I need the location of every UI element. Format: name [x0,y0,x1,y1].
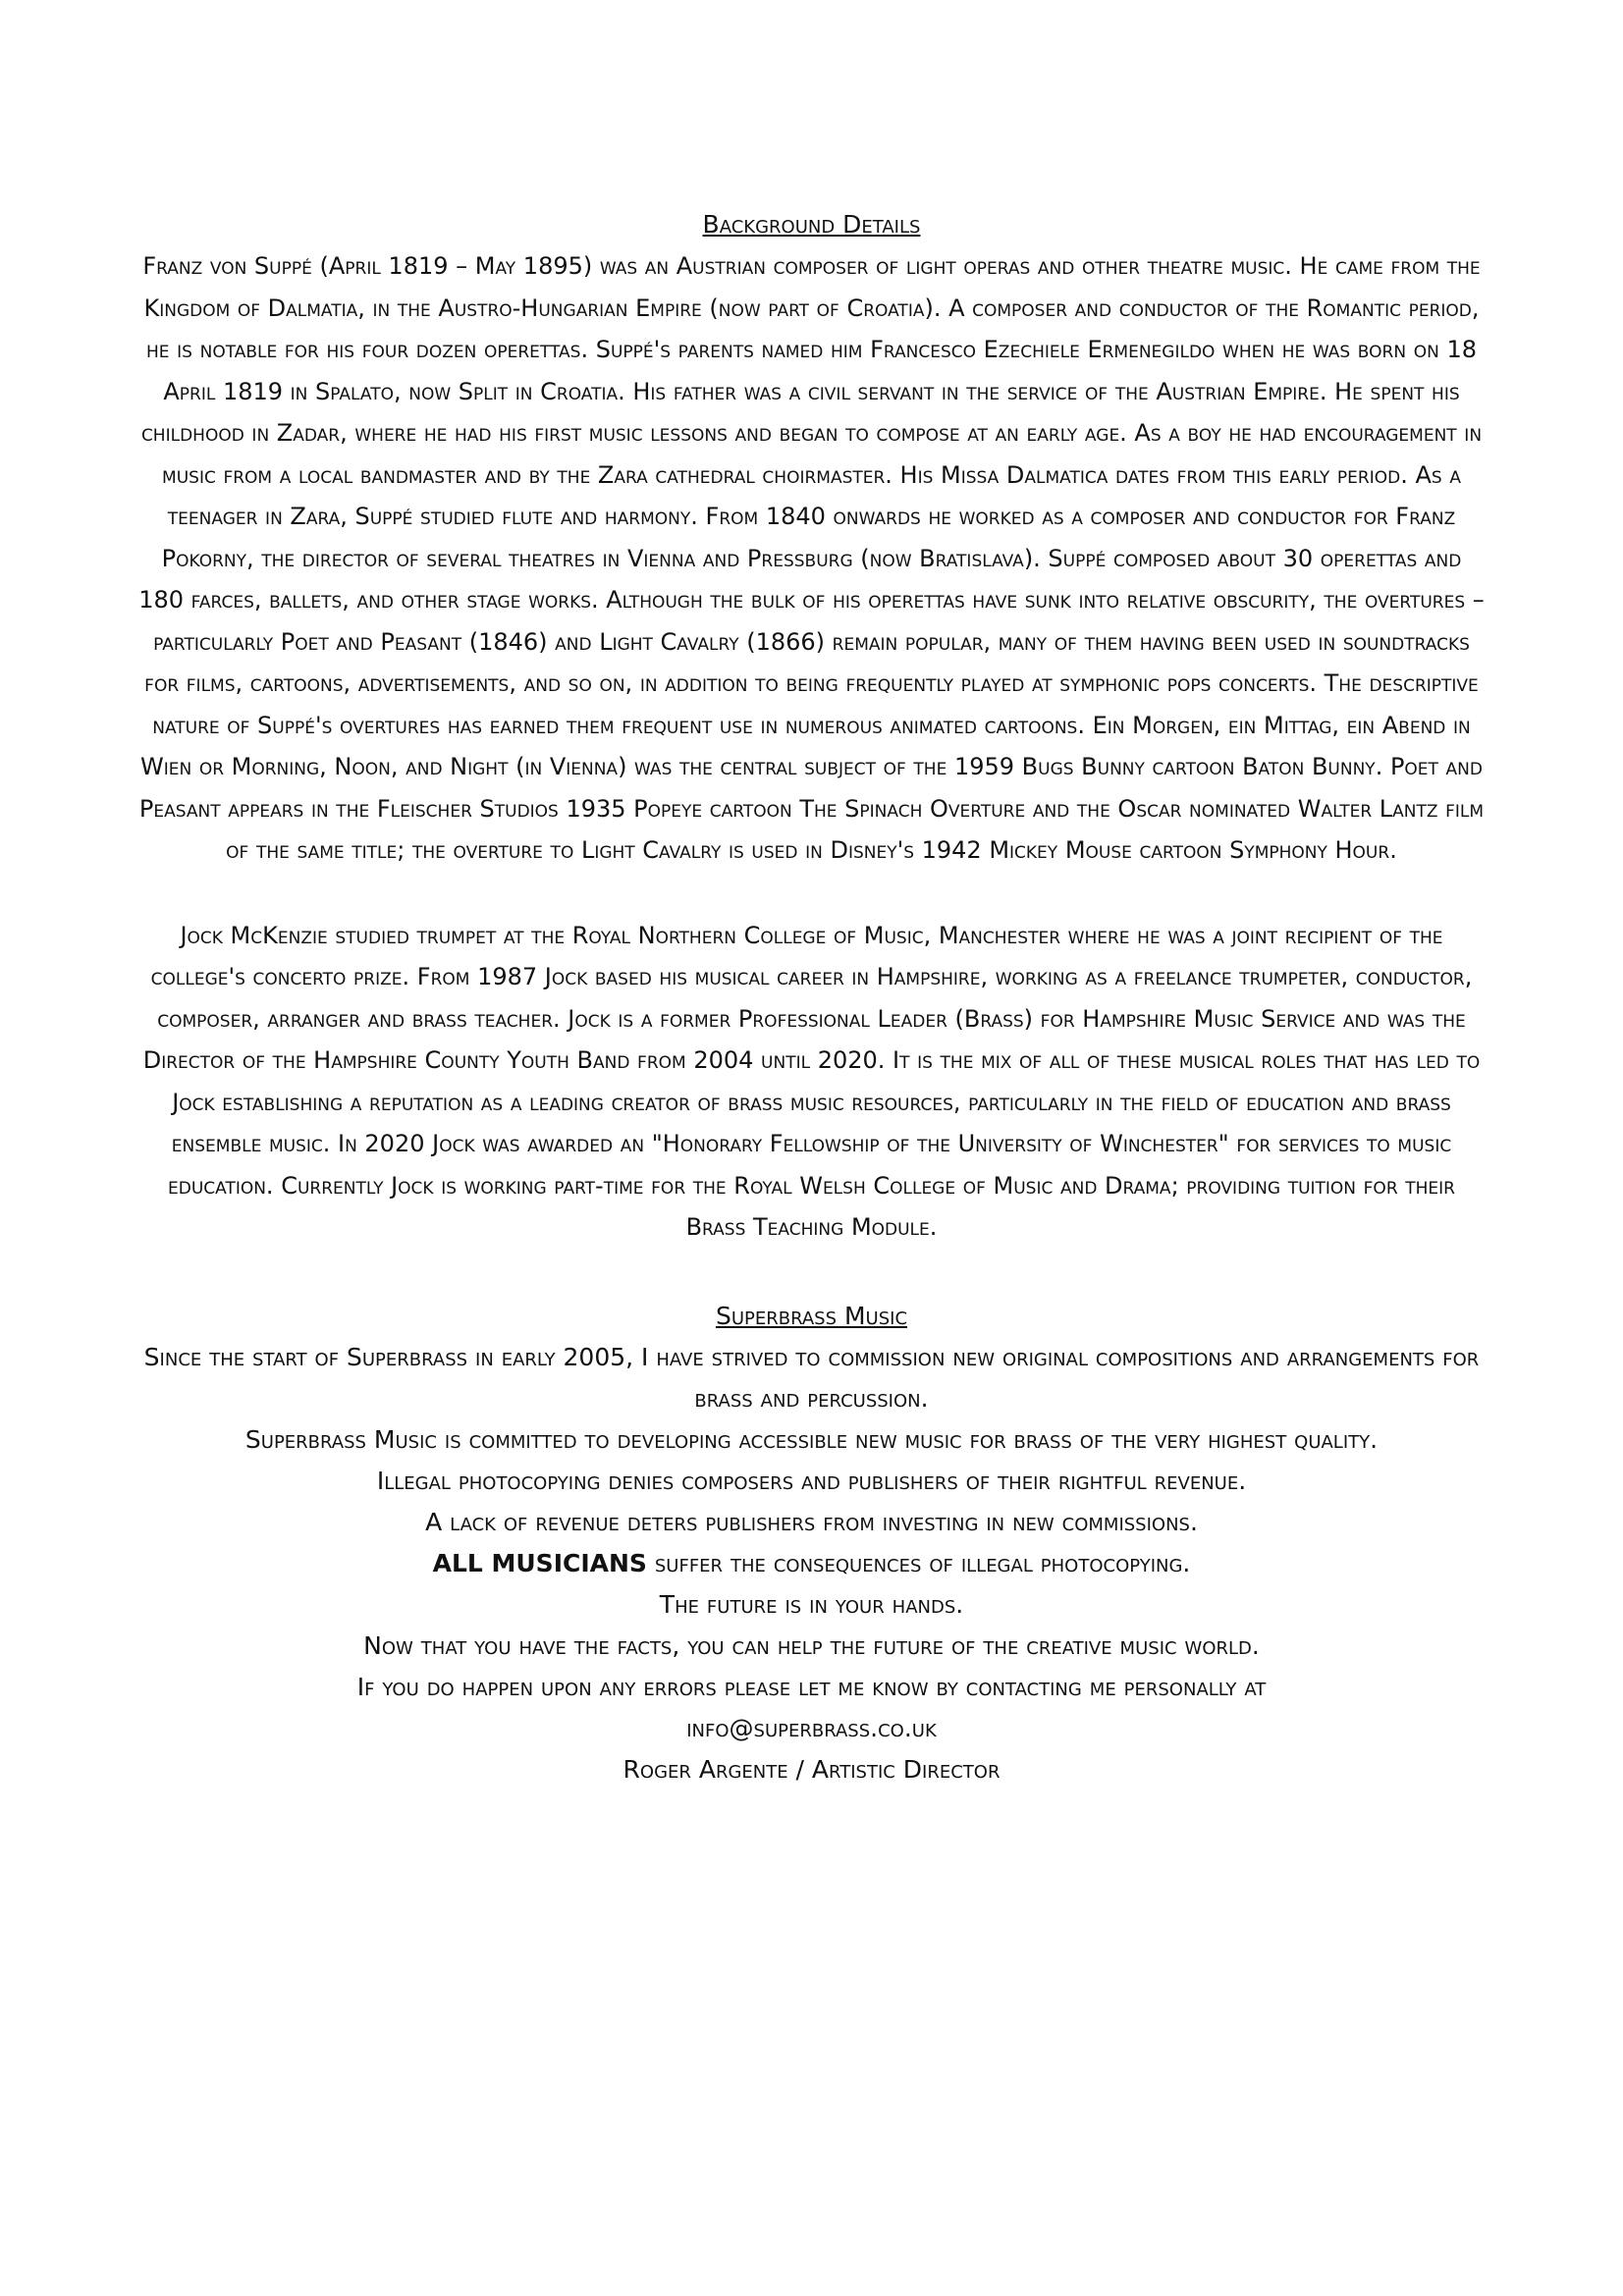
statement-line-future: The future is in your hands. [659,1589,964,1619]
all-musicians-rest: suffer the consequences of illegal photocopying. [654,1548,1191,1577]
section-spacer [137,1249,1486,1296]
statement-line-facts: Now that you have the facts, you can help the future of the creative music world. [363,1630,1260,1660]
mckenzie-biography-paragraph: Jock McKenzie studied trumpet at the Royal Northern College of Music, Manchester where he was a joint recipient of the college's concerto prize. From 1987 Jock based his musical career in Hampshire, working as a freelance trumpeter, conductor, composer, arranger and brass teacher. Jock is a former Professional Leader (Brass) for Hampshire Music Service and was the Director of the Hampshire County Youth Band from 2004 until 2020. It is the mix of all of these musical roles that has led to Jock establishing a reputation as a leading creator of brass music resources, particularly in the field of education and brass ensemble music. In 2020 Jock was awarded an "Honorary Fellowship of the University of Winchester" for services to music education. Currently Jock is working part-time for the Royal Welsh College of Music and Drama; providing tuition for their Brass Teaching Module. [142,921,1481,1241]
paragraph-spacer [137,872,1486,915]
suppe-biography-paragraph: Franz von Suppé (April 1819 – May 1895) was an Austrian composer of light operas and other theatre music. He came from the Kingdom of Dalmatia, in the Austro-Hungarian Empire (now part of Croatia). A composer and conductor of the Romantic period, he is notable for his four dozen operettas. Suppé's parents named him Francesco Ezechiele Ermenegildo when he was born on 18 April 1819 in Spalato, now Split in Croatia. His father was a civil servant in the service of the Austrian Empire. He spent his childhood in Zadar, where he had his first music lessons and began to compose at an early age. As a boy he had encouragement in music from a local bandmaster and by the Zara cathedral choirmaster. His Missa Dalmatica dates from this early period. As a teenager in Zara, Suppé studied flute and harmony. From 1840 onwards he worked as a composer and conductor for Franz Pokorny, the director of several theatres in Vienna and Pressburg (now Bratislava). Suppé composed about 30 operettas and 180 farces, ballets, and other stage works. Although the bulk of his operettas have sunk into relative obscurity, the overtures – particularly Poet and Peasant (1846) and Light Cavalry (1866) remain popular, many of them having been used in soundtracks for films, cartoons, advertisements, and so on, in addition to being frequently played at symphonic pops concerts. The descriptive nature of Suppé's overtures has earned them frequent use in numerous animated cartoons. Ein Morgen, ein Mittag, ein Abend in Wien or Morning, Noon, and Night (in Vienna) was the central subject of the 1959 Bugs Bunny cartoon Baton Bunny. Poet and Peasant appears in the Fleischer Studios 1935 Popeye cartoon The Spinach Overture and the Oscar nominated Walter Lantz film of the same title; the overture to Light Cavalry is used in Disney's 1942 Mickey Mouse cartoon Symphony Hour. [138,252,1485,864]
all-musicians-emphasis: ALL MUSICIANS [432,1548,647,1577]
statement-line-lack-of-revenue: A lack of revenue deters publishers from investing in new commissions. [425,1507,1198,1536]
superbrass-music-heading: Superbrass Music [715,1301,908,1330]
background-details-heading: Background Details [702,210,921,239]
statement-line-illegal-photocopying: Illegal photocopying denies composers and publishers of their rightful revenue. [376,1466,1247,1495]
document-page [137,204,1486,1790]
statement-line-committed: Superbrass Music is committed to developing accessible new music for brass of the very highest quality. [244,1424,1379,1454]
statement-line-errors: If you do happen upon any errors please let me know by contacting me personally at [356,1672,1267,1701]
superbrass-statement [137,1337,1486,1790]
signature-line: Roger Argente / Artistic Director [622,1754,1001,1784]
statement-line-all-musicians [137,1543,1486,1584]
statement-line-commission: Since the start of Superbrass in early 2005, I have strived to commission new original compositions and arrangements for brass and percussion. [143,1342,1480,1413]
contact-email[interactable]: info@superbrass.co.uk [686,1713,937,1742]
